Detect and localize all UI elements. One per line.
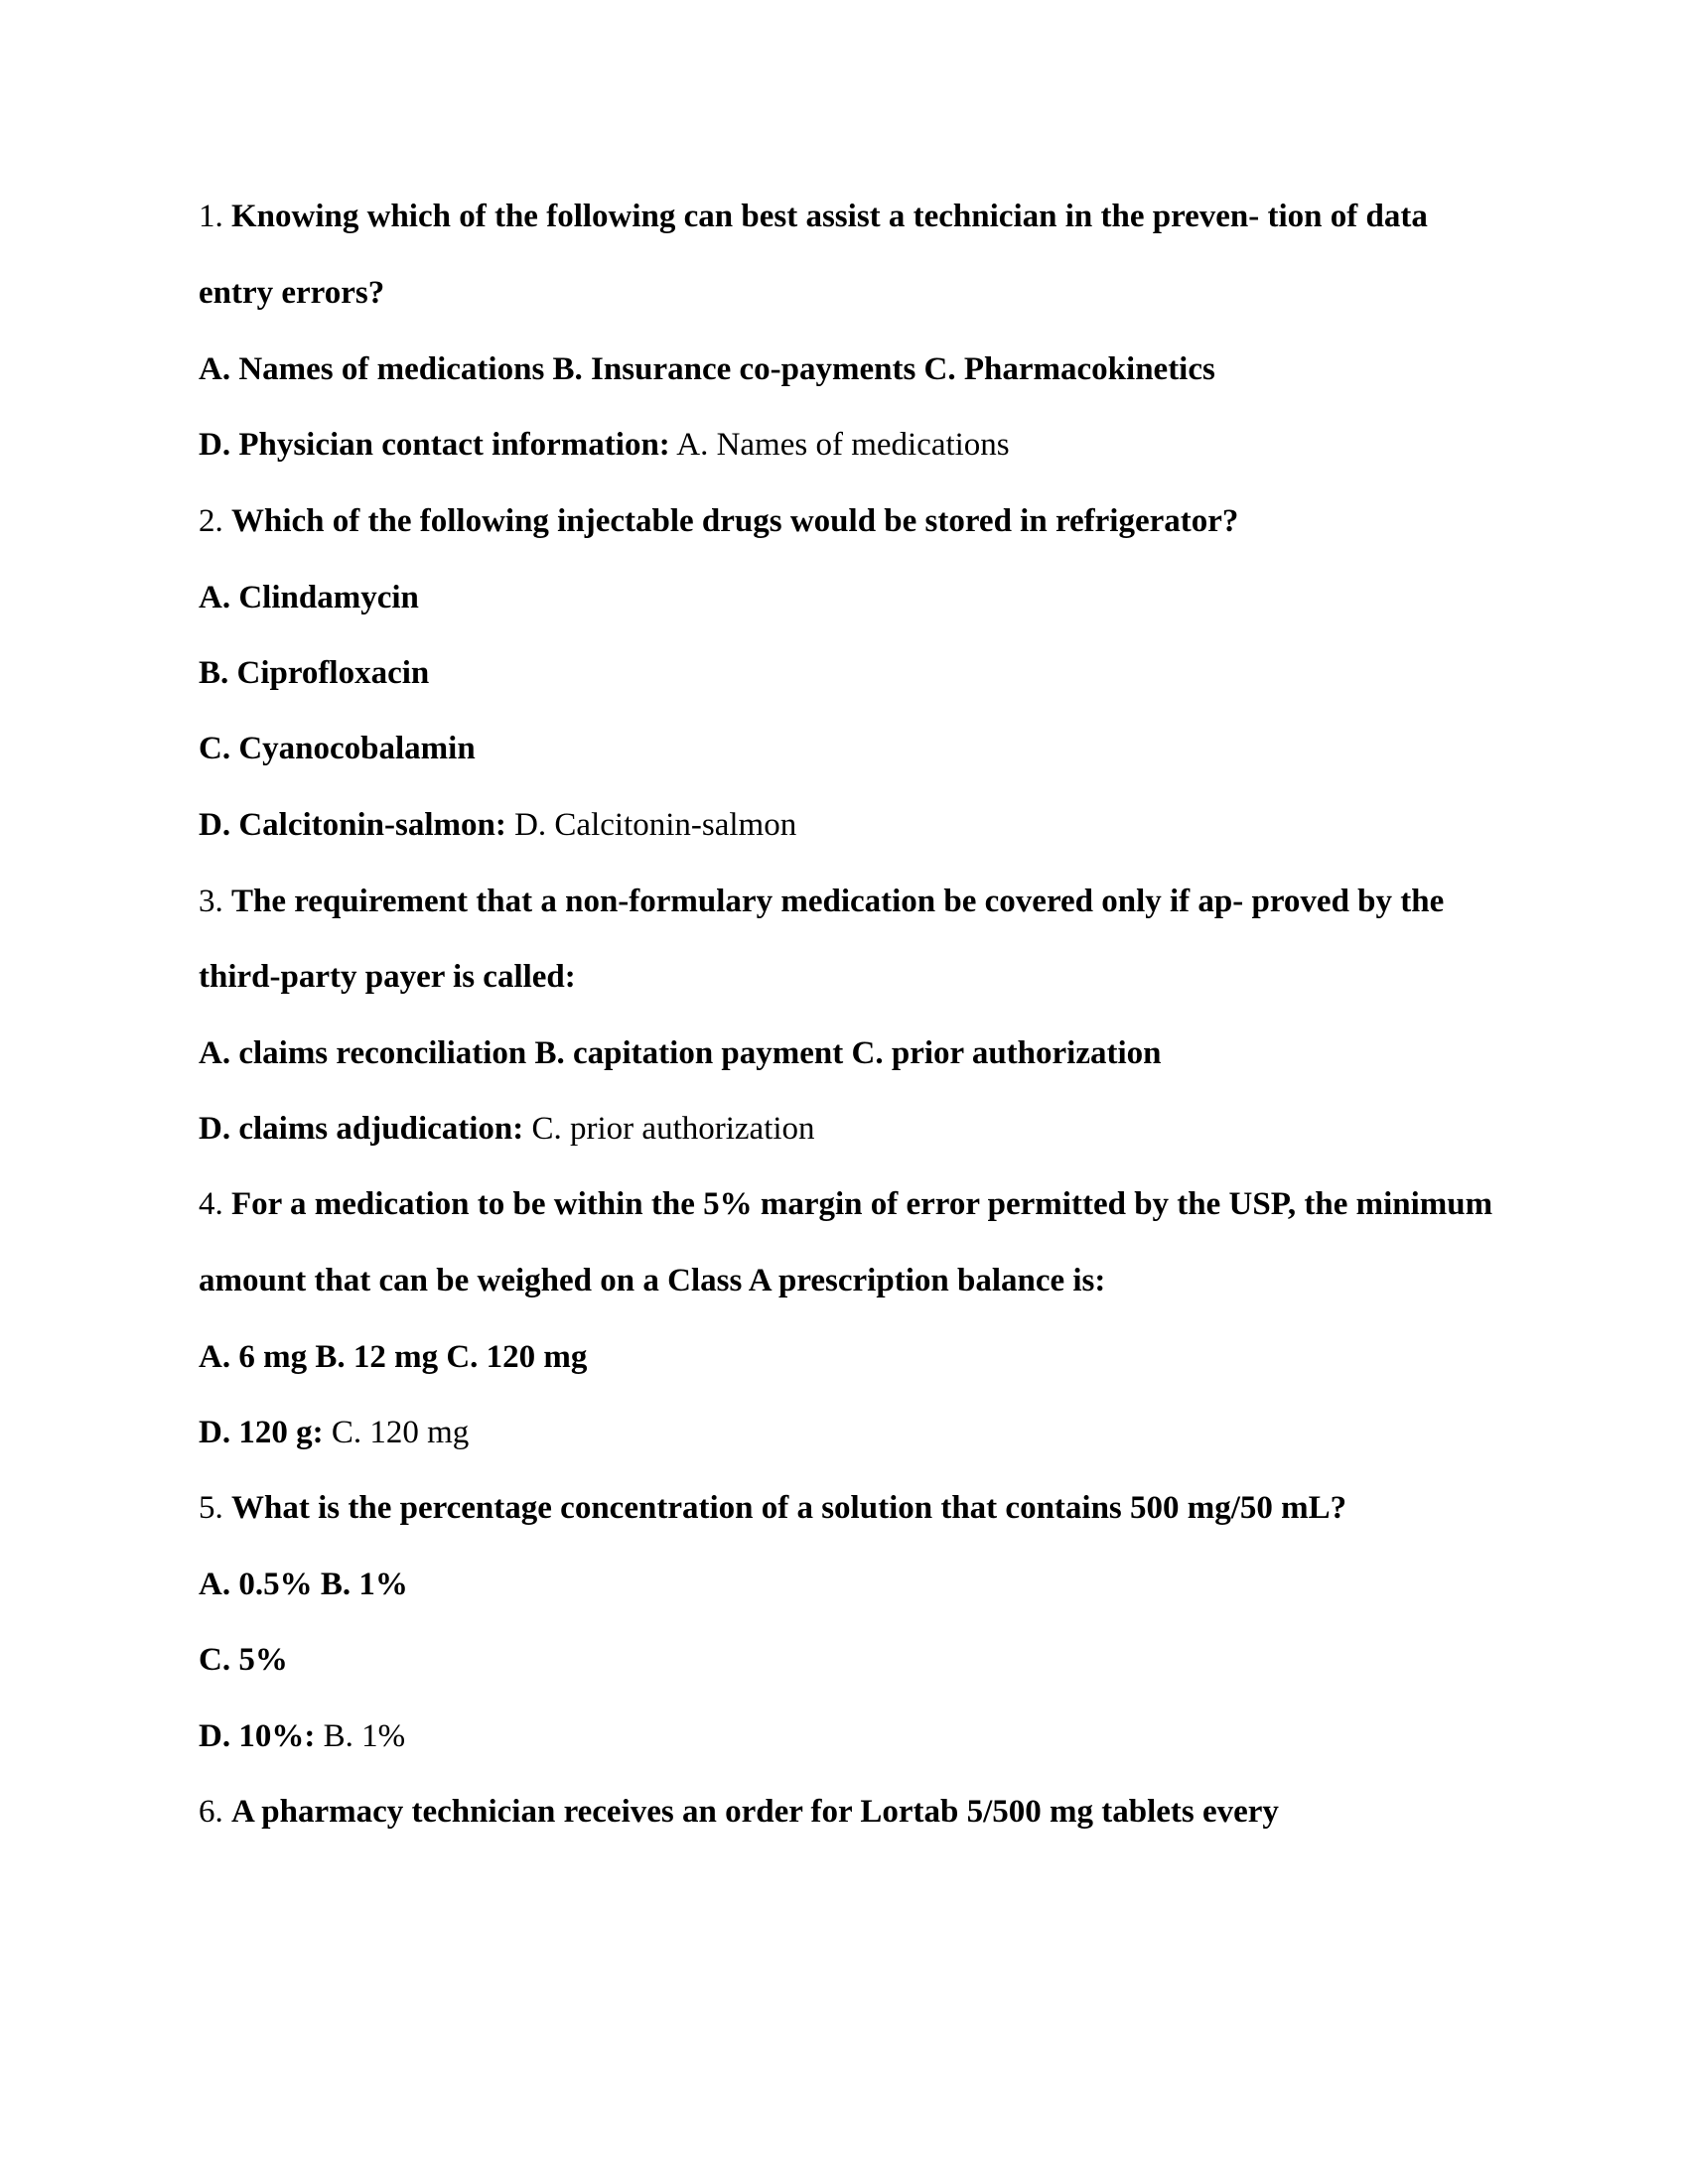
question-4-answer-line — [199, 1413, 1489, 1452]
question-1-answer-line — [199, 425, 1489, 465]
question-2-option-c: C. Cyanocobalamin — [199, 731, 476, 766]
question-2-stem — [199, 501, 1489, 541]
question-text: For a medication to be within the 5% margin of error permitted by the USP, the minimum — [231, 1186, 1493, 1222]
question-text: A pharmacy technician receives an order for Lortab 5/500 mg tablets every — [231, 1794, 1279, 1830]
question-5-options: A. 0.5% B. 1% — [199, 1567, 408, 1602]
question-3-options: A. claims reconciliation B. capitation payment C. prior authorization — [199, 1035, 1162, 1071]
question-number: 2. — [199, 503, 223, 539]
option-d: D. 120 g: — [199, 1415, 324, 1450]
answer: A. Names of medications — [676, 427, 1010, 463]
answer: B. 1% — [323, 1718, 406, 1754]
question-text: Knowing which of the following can best assist a technician in the preven- tion of data — [231, 199, 1428, 234]
question-number: 1. — [199, 199, 223, 234]
question-text: Which of the following injectable drugs would be stored in refrigerator? — [231, 503, 1239, 539]
question-2-option-b: B. Ciprofloxacin — [199, 655, 430, 691]
question-4-options: A. 6 mg B. 12 mg C. 120 mg — [199, 1339, 588, 1375]
question-6-stem — [199, 1792, 1489, 1832]
question-1-stem — [199, 197, 1489, 236]
question-number: 3. — [199, 884, 223, 919]
question-1-options: A. Names of medications B. Insurance co-payments C. Pharmacokinetics — [199, 351, 1215, 387]
answer: C. prior authorization — [531, 1111, 815, 1147]
question-4-stem — [199, 1184, 1493, 1224]
question-5-answer-line — [199, 1716, 1489, 1756]
question-number: 6. — [199, 1794, 223, 1830]
option-d: D. Calcitonin-salmon: — [199, 807, 506, 843]
question-3-stem-cont: third-party payer is called: — [199, 959, 576, 995]
question-1-stem-cont: entry errors? — [199, 275, 385, 311]
question-5-option-c: C. 5% — [199, 1642, 288, 1678]
option-d: D. Physician contact information: — [199, 427, 670, 463]
question-5-stem — [199, 1488, 1489, 1528]
answer: C. 120 mg — [331, 1415, 470, 1450]
question-2-option-a: A. Clindamycin — [199, 580, 419, 615]
option-d: D. 10%: — [199, 1718, 316, 1754]
question-number: 5. — [199, 1490, 223, 1526]
question-3-stem — [199, 882, 1489, 921]
question-2-answer-line — [199, 805, 1489, 845]
question-number: 4. — [199, 1186, 223, 1222]
question-4-stem-cont: amount that can be weighed on a Class A prescription balance is: — [199, 1263, 1106, 1298]
question-3-answer-line — [199, 1109, 1489, 1149]
question-text: The requirement that a non-formulary medication be covered only if ap- proved by the — [231, 884, 1445, 919]
option-d: D. claims adjudication: — [199, 1111, 524, 1147]
question-text: What is the percentage concentration of a solution that contains 500 mg/50 mL? — [231, 1490, 1347, 1526]
answer: D. Calcitonin-salmon — [514, 807, 797, 843]
